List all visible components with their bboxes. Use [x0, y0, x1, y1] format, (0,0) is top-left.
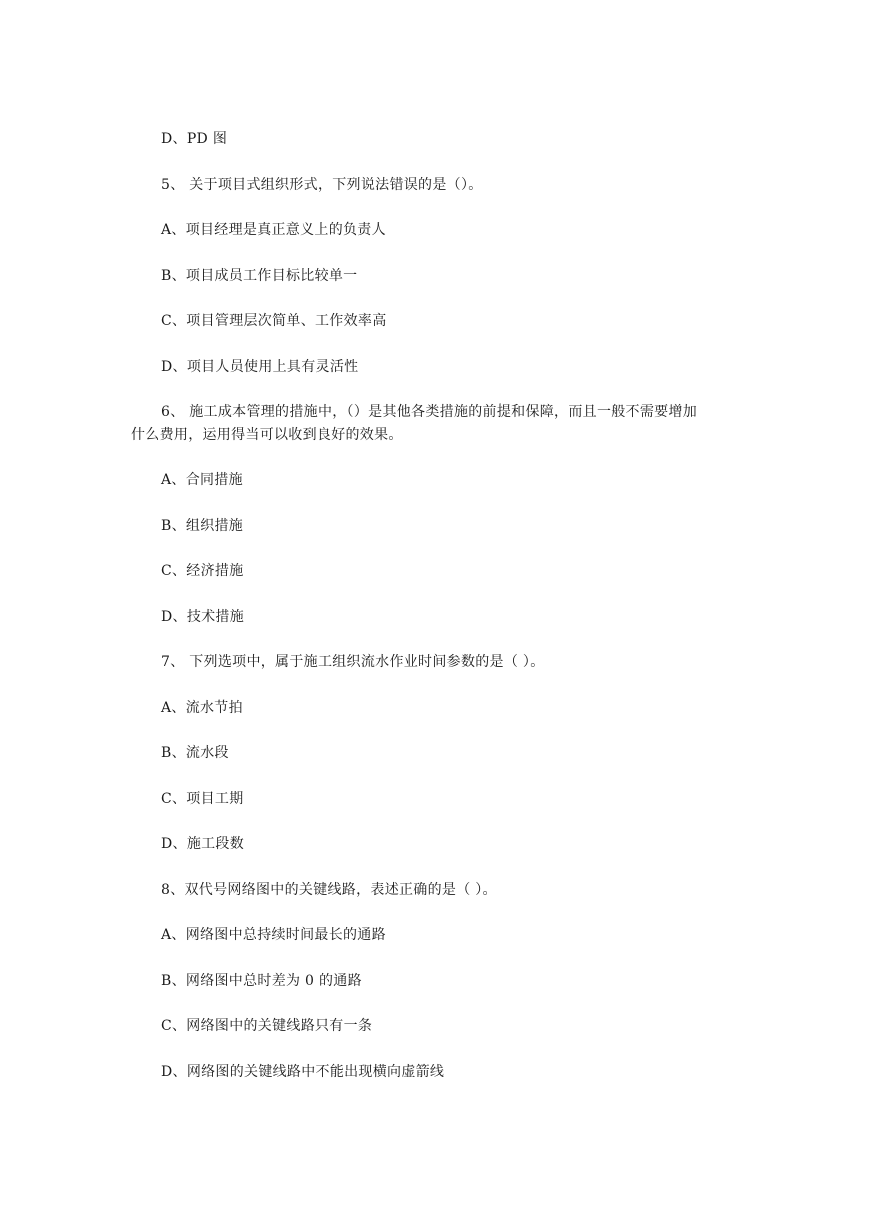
q5-question: 5、 关于项目式组织形式，下列说法错误的是（）。	[161, 177, 483, 193]
q8-option-d: D、网络图的关键线路中不能出现横向虚箭线	[161, 1064, 445, 1080]
q8-question: 8、双代号网络图中的关键线路，表述正确的是（ ）。	[161, 882, 497, 898]
q8-option-a: A、网络图中总持续时间最长的通路	[161, 927, 386, 943]
q6-option-c: C、经济措施	[161, 563, 244, 579]
q6-option-d: D、技术措施	[161, 609, 245, 625]
q5-option-d: D、项目人员使用上具有灵活性	[161, 359, 359, 375]
q6-question-line2: 什么费用，运用得当可以收到良好的效果。	[131, 427, 403, 443]
q8-option-c: C、网络图中的关键线路只有一条	[161, 1018, 373, 1034]
q7-option-a: A、流水节拍	[161, 700, 243, 716]
q4-option-d: D、PD 图	[161, 131, 228, 147]
q8-option-b: B、网络图中总时差为 0 的通路	[161, 973, 362, 989]
q5-option-a: A、项目经理是真正意义上的负责人	[161, 222, 386, 238]
q7-option-b: B、流水段	[161, 745, 229, 761]
q7-option-c: C、项目工期	[161, 791, 244, 807]
q7-question: 7、 下列选项中，属于施工组织流水作业时间参数的是（ ）。	[161, 654, 545, 670]
q6-option-b: B、组织措施	[161, 518, 244, 534]
q7-option-d: D、施工段数	[161, 836, 245, 852]
q5-option-c: C、项目管理层次简单、工作效率高	[161, 313, 387, 329]
q6-question-line1: 6、 施工成本管理的措施中，（）是其他各类措施的前提和保障，而且一般不需要增加	[161, 404, 698, 420]
q6-option-a: A、合同措施	[161, 472, 243, 488]
q5-option-b: B、项目成员工作目标比较单一	[161, 268, 358, 284]
